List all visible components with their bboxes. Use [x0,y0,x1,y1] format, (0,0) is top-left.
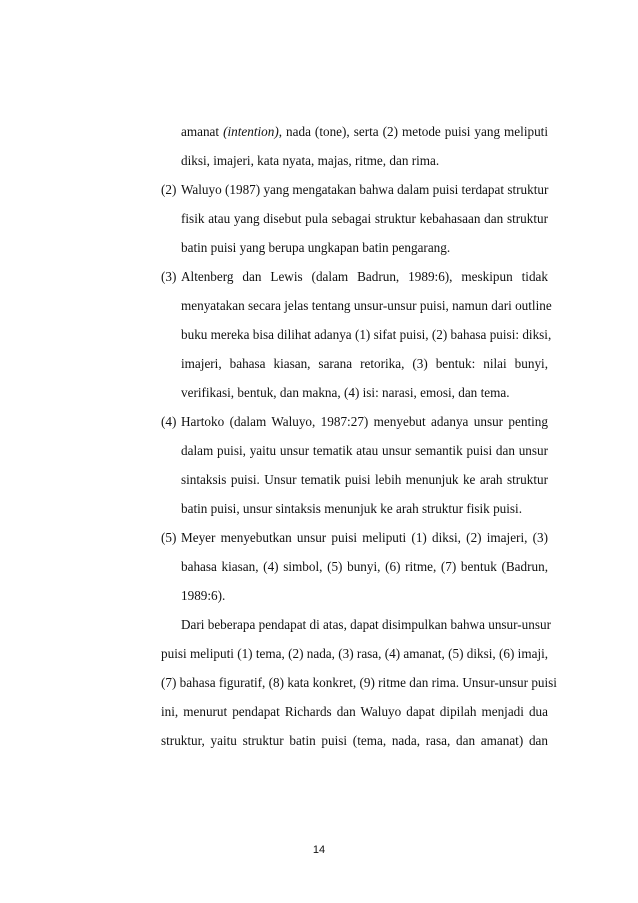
list-item-line: bahasa kiasan, (4) simbol, (5) bunyi, (6) ritme, (7) bentuk (Badrun, [181,559,548,574]
list-item-line: Waluyo (1987) yang mengatakan bahwa dalam puisi terdapat struktur [181,182,549,197]
list-item-line: batin puisi yang berupa ungkapan batin pengarang. [181,240,451,255]
paragraph-line: Dari beberapa pendapat di atas, dapat disimpulkan bahwa unsur-unsur [181,617,551,632]
paragraph-line: puisi meliputi (1) tema, (2) nada, (3) rasa, (4) amanat, (5) diksi, (6) imaji, [161,646,549,661]
list-item-line: Altenberg dan Lewis (dalam Badrun, 1989:6), meskipun tidak [181,269,548,284]
list-item-line: sintaksis puisi. Unsur tematik puisi lebih menunjuk ke arah struktur [181,472,548,487]
list-item-line: imajeri, bahasa kiasan, sarana retorika, (3) bentuk: nilai bunyi, [181,356,548,371]
list-item-line: Meyer menyebutkan unsur puisi meliputi (1) diksi, (2) imajeri, (3) [181,530,548,545]
continuation-line-1 [181,124,548,140]
text-span: amanat [181,124,224,139]
list-item-line: verifikasi, bentuk, dan makna, (4) isi: narasi, emosi, dan tema. [181,385,510,400]
list-item-line: Hartoko (dalam Waluyo, 1987:27) menyebut adanya unsur penting [181,414,548,429]
list-item-number: (2) [161,182,177,197]
list-item-number: (5) [161,530,177,545]
continuation-line-2: diksi, imajeri, kata nyata, majas, ritme, dan rima. [181,153,440,168]
list-item-line: fisik atau yang disebut pula sebagai struktur kebahasaan dan struktur [181,211,548,226]
list-item-line: menyatakan secara jelas tentang unsur-unsur puisi, namun dari outline [181,298,552,313]
page-number: 14 [312,844,326,856]
italic-term: (intention) [223,124,279,139]
list-item-line: buku mereka bisa dilihat adanya (1) sifat puisi, (2) bahasa puisi: diksi, [181,327,552,342]
text-span: , nada (tone), serta (2) metode puisi yang meliputi [278,124,548,139]
list-item-line: dalam puisi, yaitu unsur tematik atau unsur semantik puisi dan unsur [181,443,548,458]
list-item-number: (4) [161,414,177,429]
paragraph-line: struktur, yaitu struktur batin puisi (tema, nada, rasa, dan amanat) dan [161,733,548,748]
list-item-number: (3) [161,269,177,284]
paragraph-line: ini, menurut pendapat Richards dan Waluyo dapat dipilah menjadi dua [161,704,548,719]
paragraph-line: (7) bahasa figuratif, (8) kata konkret, (9) ritme dan rima. Unsur-unsur puisi [161,675,557,690]
list-item-line: 1989:6). [181,588,226,603]
list-item-line: batin puisi, unsur sintaksis menunjuk ke arah struktur fisik puisi. [181,501,523,516]
